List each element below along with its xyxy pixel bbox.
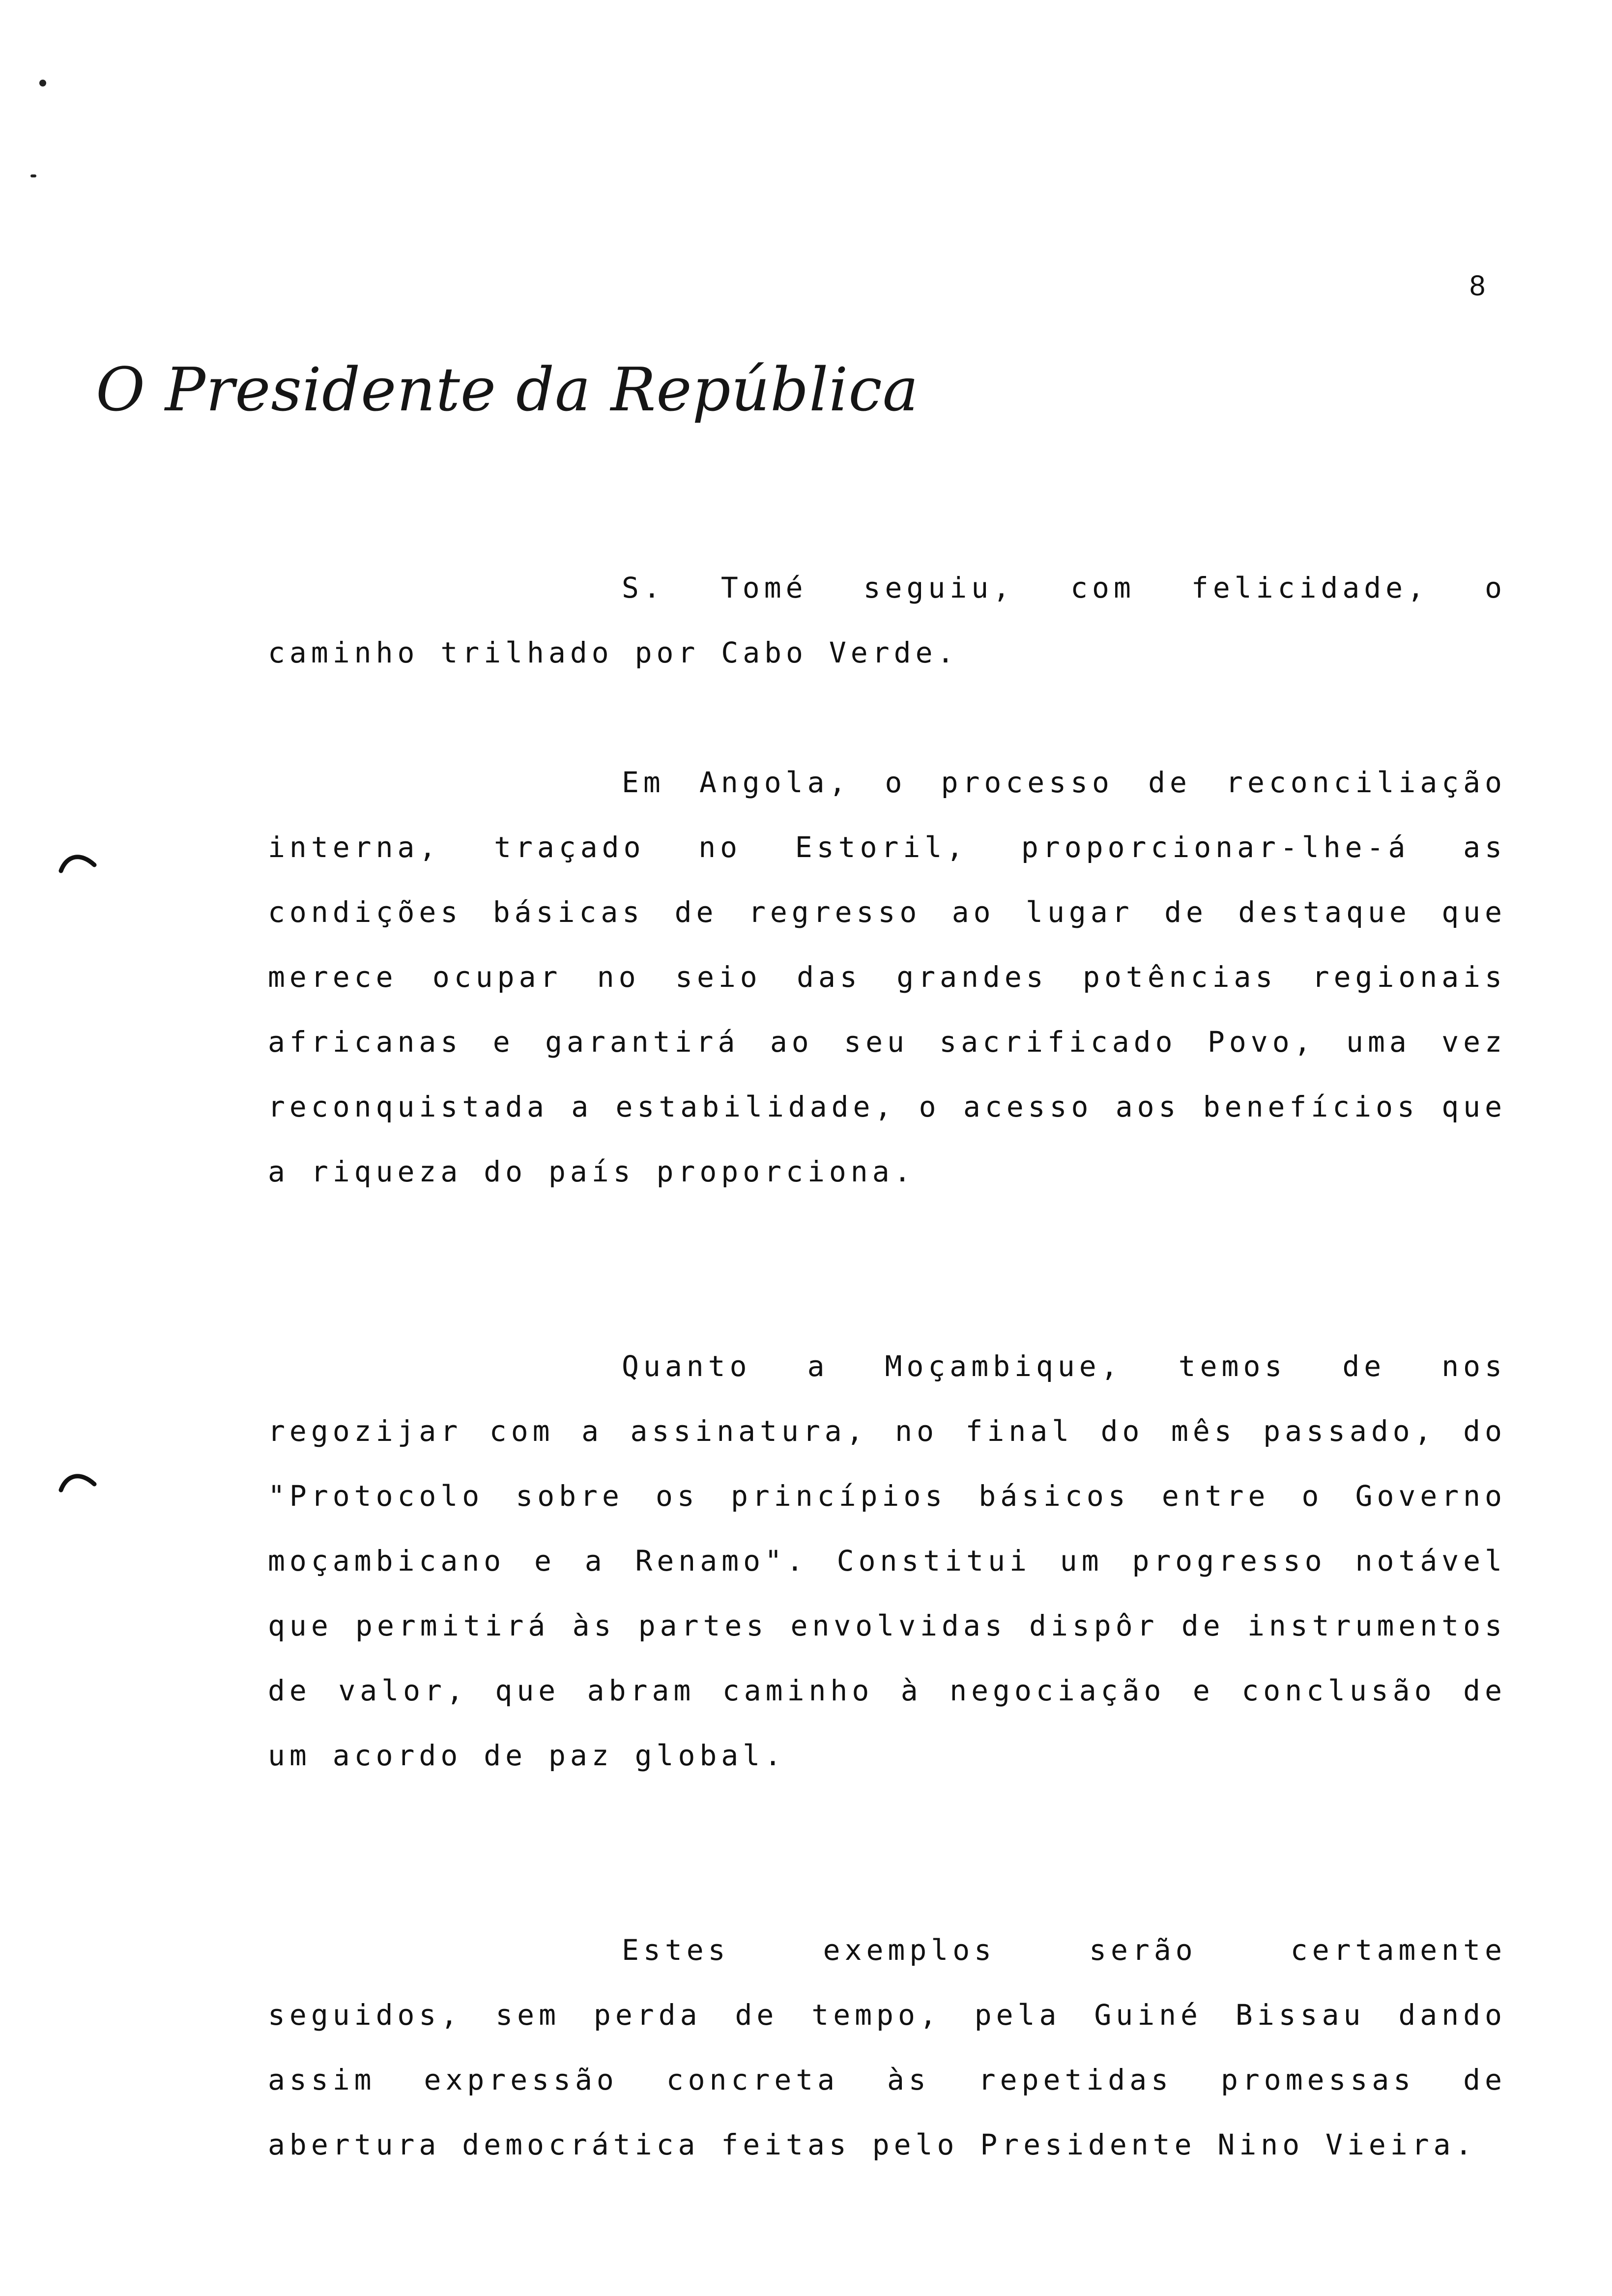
paragraph-angola: Em Angola, o processo de reconciliação interna, traçado no Estoril, proporcionar-lhe-á as condições básicas de regresso ao lugar de destaque que merece ocupar no seio das grandes potências regionais africanas e garantirá ao seu sacrificado Povo, uma vez reconquistada a estabilidade, o acesso aos benefícios que a riqueza do país proporciona. — [268, 766, 1506, 1188]
paragraph-mocambique: Quanto a Moçambique, temos de nos regozijar com a assinatura, no final do mês passado, do "Protocolo sobre os princípios básicos entre o Governo moçambicano e a Renamo". Constitui um progresso notável que permitirá às partes envolvidas dispôr de instrumentos de valor, que abram caminho à negociação e conclusão de um acordo de paz global. — [268, 1349, 1506, 1772]
page-number: 8 — [1469, 270, 1486, 302]
scan-speck — [30, 174, 36, 177]
scan-speck — [39, 80, 46, 86]
paragraph-sao-tome: S. Tomé seguiu, com felicidade, o caminho trilhado por Cabo Verde. — [268, 571, 1506, 669]
binder-hole-mark — [58, 1464, 97, 1494]
document-body — [268, 555, 1506, 2177]
paragraph-guine-bissau: Estes exemplos serão certamente seguidos, sem perda de tempo, pela Guiné Bissau dando assim expressão concreta às repetidas promessas de abertura democrática feitas pelo Presidente Nino Vieira. — [268, 1933, 1506, 2161]
binder-hole-mark — [58, 845, 97, 875]
letterhead — [96, 351, 919, 450]
letterhead-script — [96, 351, 919, 450]
letterhead-text: O Presidente da República — [96, 355, 919, 425]
